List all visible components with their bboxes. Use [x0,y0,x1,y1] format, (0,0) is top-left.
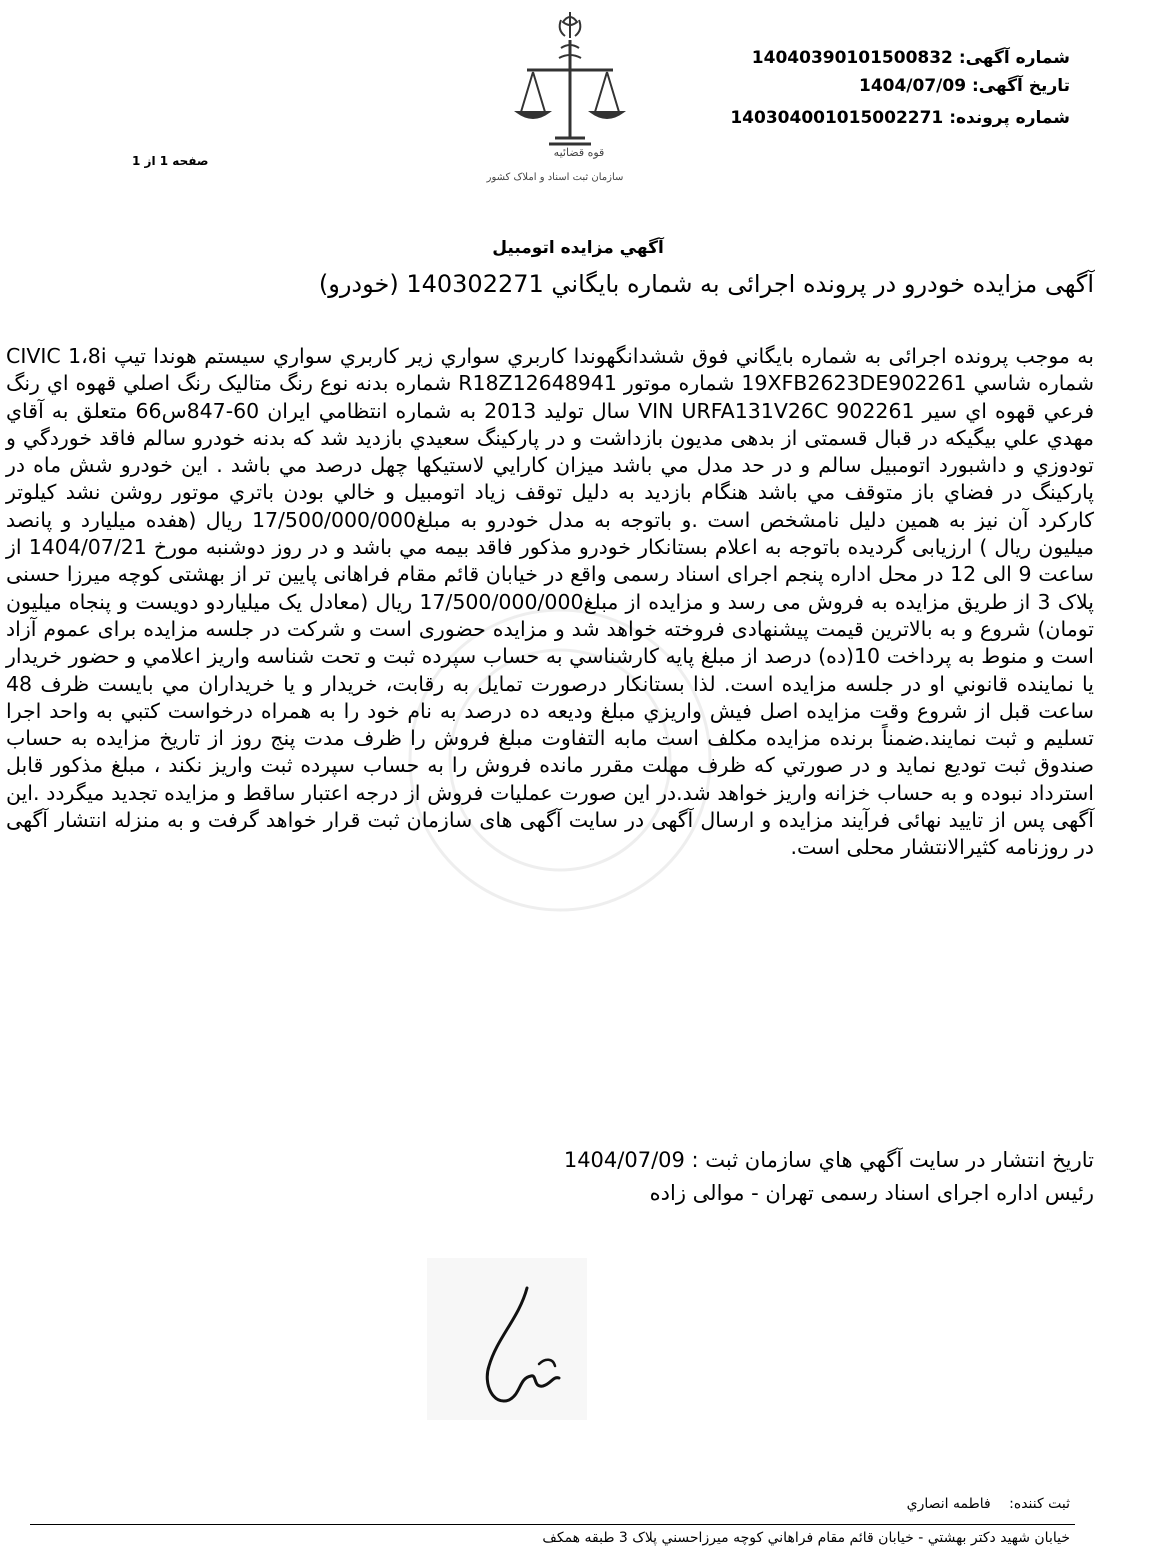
notice-number-label: شماره آگهی: [958,48,1070,68]
case-number-label: شماره پرونده: [949,108,1070,128]
registrar-label: ثبت کننده: [1009,1496,1070,1512]
svg-text:سازمان ثبت اسناد و املاک کشور: سازمان ثبت اسناد و املاک کشور [486,172,624,183]
page-indicator: صفحه 1 از 1 [132,154,209,168]
notice-title: آگهي مزايده اتومبيل [492,238,664,258]
notice-date-value: 1404/07/09 [858,76,967,96]
notice-number-value: 14040390101500832 [751,48,953,68]
signature-icon [427,1258,587,1420]
registrar-name: فاطمه انصاري [906,1496,991,1512]
notice-date-line [859,76,1070,96]
notice-subtitle: آگهی مزایده خودرو در پرونده اجرائی به شماره بایگاني 140302271 (خودرو) [318,270,1094,298]
case-number-line [730,108,1070,128]
signatory-line: رئیس اداره اجرای اسناد رسمی تهران - موالی زاده [649,1181,1094,1205]
case-number-value: 140304001015002271 [730,108,944,128]
publish-date-line: تاریخ انتشار در سایت آگهي هاي سازمان ثبت : 1404/07/09 [563,1148,1094,1172]
notice-body: به موجب پرونده اجرائی به شماره بایگاني فوق ششدانگهوندا کاربري سواري زیر کاربري سواري سیستم هوندا تیپ CIVIC 1،8i شماره شاسي 19XFB2623DE902261 شماره موتور R18Z12648941 شماره بدنه نوع رنگ متالیک رنگ اصلي قهوه اي رنگ فرعي قهوه اي سیر VIN URFA131V26C 902261 سال تولید 2013 به شماره انتظامي ایران 60-847س66 متعلق به آقاي مهدي علي بیگیکه در قبال قسمتی از بدهی مدیون بازداشت و در پارکینگ سعیدي بازدید شد که بدنه خودرو سالم فاقد خوردگي و تودوزي و داشبورد اتومبیل سالم و در حد مدل مي باشد میزان کارایي لاستیکها چهل درصد مي باشد . این خودرو شش ماه در پارکینگ در فضاي باز متوقف مي باشد هنگام بازدید به دلیل توقف زیاد اتومبیل و خالي بودن باتري موتور روشن نشد کیلوتر کارکرد آن نیز به همین دلیل نامشخص است .و باتوجه به مدل خودرو به مبلغ17/500/000/000 ریال (هفده میلیارد و پانصد میلیون ریال ) ارزیابی گردیده باتوجه به اعلام بستانکار خودرو مذکور فاقد بیمه مي باشد و در روز دوشنبه مورخ 1404/07/21 از ساعت 9 الی 12 در محل اداره پنجم اجرای اسناد رسمی واقع در خیابان قائم مقام فراهانی پایین تر از بهشتی کوچه میرزا حسنی پلاک 3 از طریق مزایده به فروش می رسد و مزایده از مبلغ17/500/000/000 ریال (معادل یک میلیاردو دویست و پنجاه میلیون تومان) شروع و به بالاترین قیمت پیشنهادی فروخته خواهد شد و مزایده حضوری است و شرکت در جلسه مزایده برای عموم آزاد است و منوط به پرداخت 10(ده) درصد از مبلغ پایه کارشناسي به حساب سپرده ثبت و تحت شناسه واریز اعلامي و حضور خریدار یا نماینده قانوني او در جلسه مزایده است. لذا بستانکار درصورت تمایل به رقابت، خریدار و یا خریداران مي بایست ظرف 48 ساعت قبل از شروع وقت مزایده اصل فیش واریزي مبلغ ودیعه ده درصد به نام خود را به همراه درخواست کتبي به واحد اجرا تسلیم و ثبت نمایند.ضمناً برنده مزایده مکلف است مابه التفاوت مبلغ فروش را ظرف مدت پنج روز از تاریخ مزایده به حساب صندوق ثبت تودیع نماید و در صورتي که ظرف مهلت مقرر مانده فروش را به حساب سپرده ثبت واریز نکند ، مبلغ مذکور قابل استرداد نبوده و به حساب خزانه واریز خواهد شد.در این صورت عملیات فروش از درجه اعتبار ساقط و مزایده تجدید میگردد .این آگهی پس از تایید نهائی فرآیند مزایده و ارسال آگهی در سایت آگهی های سازمان ثبت قرار خواهد گرفت و به منزله انتشار آگهی در روزنامه کثیرالانتشار محلی است. [6,344,1094,860]
footer-address: خیابان شهید دکتر بهشتي - خیابان قائم مقام فراهاني کوچه میرزاحسني پلاک 3 طبقه همکف [542,1530,1070,1546]
registrar-line [893,1496,1070,1512]
notice-date-label: تاریخ آگهی: [971,76,1070,96]
notice-number-line [752,48,1070,68]
footer-divider [30,1524,1075,1525]
judiciary-emblem-icon [486,8,635,188]
svg-text:قوه قضائیه: قوه قضائیه [553,146,605,159]
